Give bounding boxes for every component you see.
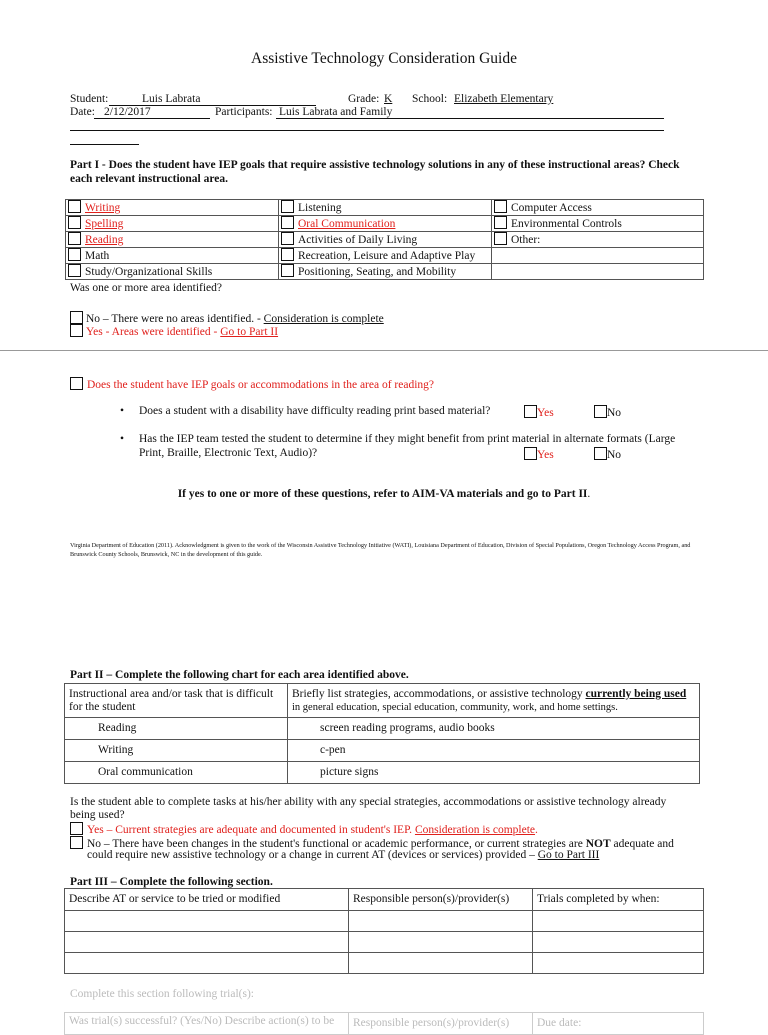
- able-question-line1: Is the student able to complete tasks at his/her ability with any special strategies, accommodations or assistive technology already: [70, 796, 667, 808]
- table-row: [66, 232, 704, 248]
- reading-q1-yes[interactable]: Yes: [524, 405, 554, 419]
- table-row: [65, 762, 700, 784]
- area-activities-daily-living[interactable]: Activities of Daily Living: [279, 232, 492, 248]
- checkbox[interactable]: [594, 447, 607, 460]
- participants-line-2: [70, 130, 664, 131]
- student-label: Student:: [70, 93, 109, 105]
- table-row: [66, 248, 704, 264]
- part3-cell[interactable]: [65, 953, 349, 974]
- participants-line-3: [70, 144, 139, 145]
- part3-followup: Complete this section following trial(s):: [70, 988, 254, 1000]
- school-label: School:: [412, 93, 448, 105]
- checkbox[interactable]: [281, 200, 294, 213]
- area-recreation[interactable]: Recreation, Leisure and Adaptive Play: [279, 248, 492, 264]
- reading-q2-no[interactable]: No: [594, 447, 621, 461]
- date-value[interactable]: 2/12/2017: [104, 106, 151, 118]
- checkbox[interactable]: [70, 377, 83, 390]
- part2-col2-header: Briefly list strategies, accommodations, or assistive technology currently being used in general education, special education, community, work, and home settings.: [288, 684, 700, 718]
- checkbox[interactable]: [494, 232, 507, 245]
- part2-heading: Part II – Complete the following chart for each area identified above.: [70, 669, 409, 681]
- part3-table: [64, 888, 704, 974]
- part3-cell[interactable]: [533, 932, 704, 953]
- part2-option-no-line2: could require new assistive technology or a change in current AT (devices or services) provided – Go to Part III: [87, 849, 600, 861]
- area-computer-access[interactable]: Computer Access: [492, 200, 704, 216]
- part2-strategy[interactable]: c-pen: [288, 740, 700, 762]
- area-study-skills[interactable]: Study/Organizational Skills: [66, 264, 279, 280]
- checkbox[interactable]: [70, 836, 83, 849]
- area-listening[interactable]: Listening: [279, 200, 492, 216]
- school-value[interactable]: Elizabeth Elementary: [454, 93, 554, 105]
- trial-header-due: Due date:: [533, 1013, 704, 1035]
- participants-value[interactable]: Luis Labrata and Family: [279, 106, 393, 118]
- area-environmental-controls[interactable]: Environmental Controls: [492, 216, 704, 232]
- part2-table: [64, 683, 700, 784]
- date-underline: [94, 118, 210, 119]
- part3-cell[interactable]: [533, 911, 704, 932]
- reading-q2-yes[interactable]: Yes: [524, 447, 554, 461]
- checkbox[interactable]: [68, 264, 81, 277]
- part3-cell[interactable]: [349, 932, 533, 953]
- reading-question[interactable]: Does the student have IEP goals or accommodations in the area of reading?: [70, 377, 434, 391]
- area-empty: [492, 248, 704, 264]
- part2-area[interactable]: Reading: [65, 718, 288, 740]
- table-row: [65, 718, 700, 740]
- part2-area[interactable]: Oral communication: [65, 762, 288, 784]
- date-label: Date:: [70, 106, 95, 118]
- reading-instruction: If yes to one or more of these questions, refer to AIM-VA materials and go to Part II.: [177, 488, 591, 500]
- checkbox[interactable]: [524, 447, 537, 460]
- checkbox[interactable]: [70, 311, 83, 324]
- table-row: [65, 953, 704, 974]
- area-other[interactable]: Other:: [492, 232, 704, 248]
- checkbox[interactable]: [281, 216, 294, 229]
- citation: Virginia Department of Education (2011). Acknowledgment is given to the work of the Wisconsin Assistive Technology Initiative (WATI), Louisiana Department of Education, Division of Special Populations, Oregon Technology Access Program, and Brunswick County Schools, Brunswick, NC in the development of this guide.: [70, 542, 691, 558]
- table-row: [65, 684, 700, 718]
- table-row: [66, 200, 704, 216]
- checkbox[interactable]: [68, 200, 81, 213]
- reading-q2-line2: Print, Braille, Electronic Text, Audio)?: [139, 447, 318, 459]
- table-row: [66, 216, 704, 232]
- checkbox[interactable]: [594, 405, 607, 418]
- reading-q2-line1: Has the IEP team tested the student to determine if they might benefit from print material in alternate formats (Large: [139, 433, 676, 445]
- area-empty: [492, 264, 704, 280]
- part3-cell[interactable]: [349, 911, 533, 932]
- checkbox[interactable]: [281, 248, 294, 261]
- part3-cell[interactable]: [65, 932, 349, 953]
- part2-strategy[interactable]: screen reading programs, audio books: [288, 718, 700, 740]
- part2-option-no[interactable]: No – There have been changes in the student's functional or academic performance, or current strategies are NOT adequate and: [70, 836, 674, 850]
- checkbox[interactable]: [494, 216, 507, 229]
- part2-area[interactable]: Writing: [65, 740, 288, 762]
- checkbox[interactable]: [524, 405, 537, 418]
- checkbox[interactable]: [70, 324, 83, 337]
- checkbox[interactable]: [281, 232, 294, 245]
- area-reading[interactable]: Reading: [66, 232, 279, 248]
- instructional-areas-table: [65, 199, 704, 280]
- option-no[interactable]: No – There were no areas identified. - Consideration is complete: [70, 311, 384, 325]
- part2-strategy[interactable]: picture signs: [288, 762, 700, 784]
- part3-cell[interactable]: [533, 953, 704, 974]
- area-oral-communication[interactable]: Oral Communication: [279, 216, 492, 232]
- student-value[interactable]: Luis Labrata: [142, 93, 201, 105]
- checkbox[interactable]: [70, 822, 83, 835]
- checkbox[interactable]: [68, 248, 81, 261]
- part3-header-responsible: Responsible person(s)/provider(s): [349, 889, 533, 911]
- participants-underline: [276, 118, 664, 119]
- part1-question-line2: each relevant instructional area.: [70, 173, 228, 185]
- table-row: [65, 911, 704, 932]
- checkbox[interactable]: [281, 264, 294, 277]
- area-writing[interactable]: Writing: [66, 200, 279, 216]
- option-yes[interactable]: Yes - Areas were identified - Go to Part II: [70, 324, 278, 338]
- part3-cell[interactable]: [349, 953, 533, 974]
- bullet-dot: •: [120, 433, 125, 445]
- trial-header-success: Was trial(s) successful? (Yes/No) Describe action(s) to be: [65, 1013, 349, 1035]
- part1-question-line1: Part I - Does the student have IEP goals that require assistive technology solutions in any of these instructional areas? Check: [70, 159, 680, 171]
- checkbox[interactable]: [68, 216, 81, 229]
- area-spelling[interactable]: Spelling: [66, 216, 279, 232]
- table-row: [65, 932, 704, 953]
- area-math[interactable]: Math: [66, 248, 279, 264]
- table-row: [66, 264, 704, 280]
- grade-label: Grade:: [348, 93, 380, 105]
- part2-col1-header: Instructional area and/or task that is difficult for the student: [65, 684, 288, 718]
- participants-label: Participants:: [215, 106, 273, 118]
- table-row: [65, 740, 700, 762]
- section-divider: [0, 350, 768, 351]
- part3-header-at: Describe AT or service to be tried or modified: [65, 889, 349, 911]
- checkbox[interactable]: [494, 200, 507, 213]
- trial-header-responsible: Responsible person(s)/provider(s): [349, 1013, 533, 1035]
- reading-q1-no[interactable]: No: [594, 405, 621, 419]
- part2-option-yes[interactable]: Yes – Current strategies are adequate and documented in student's IEP. Consideration is complete.: [70, 822, 538, 836]
- grade-value[interactable]: K: [384, 93, 393, 105]
- page-title: Assistive Technology Consideration Guide: [251, 50, 517, 67]
- bullet-dot: •: [120, 405, 125, 417]
- part3-header-trials: Trials completed by when:: [533, 889, 704, 911]
- checkbox[interactable]: [68, 232, 81, 245]
- able-question-line2: being used?: [70, 809, 125, 821]
- area-positioning[interactable]: Positioning, Seating, and Mobility: [279, 264, 492, 280]
- part3-cell[interactable]: [65, 911, 349, 932]
- table-row: [65, 889, 704, 911]
- part3-heading: Part III – Complete the following section.: [70, 876, 273, 888]
- identified-question: Was one or more area identified?: [70, 282, 223, 294]
- reading-q1: Does a student with a disability have difficulty reading print based material?: [139, 405, 491, 417]
